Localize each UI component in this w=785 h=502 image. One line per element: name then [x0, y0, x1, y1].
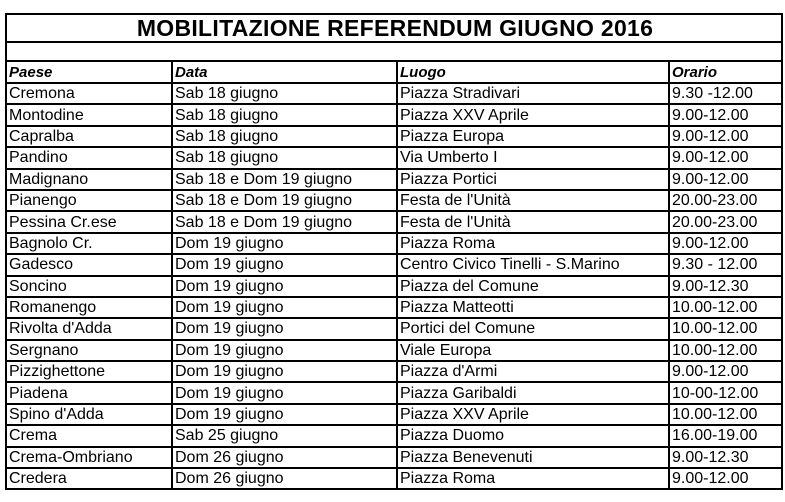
- table-row: [6, 233, 782, 254]
- cell-luogo: Piazza Roma: [397, 233, 669, 254]
- cell-paese: Pizzighettone: [6, 361, 172, 382]
- table-row: [6, 297, 782, 318]
- table-row: [6, 425, 782, 446]
- cell-luogo: Viale Europa: [397, 340, 669, 361]
- cell-orario: 10.00-12.00: [669, 404, 782, 425]
- cell-data: Dom 26 giugno: [172, 447, 397, 468]
- cell-luogo: Centro Civico Tinelli - S.Marino: [397, 254, 669, 275]
- cell-luogo: Piazza d'Armi: [397, 361, 669, 382]
- cell-luogo: Piazza Portici: [397, 169, 669, 190]
- cell-data: Dom 19 giugno: [172, 404, 397, 425]
- cell-data: Dom 19 giugno: [172, 254, 397, 275]
- header-orario: Orario: [669, 61, 782, 83]
- cell-paese: Madignano: [6, 169, 172, 190]
- cell-data: Dom 19 giugno: [172, 382, 397, 403]
- cell-data: Sab 18 giugno: [172, 83, 397, 104]
- table-row: [6, 147, 782, 168]
- cell-paese: Crema: [6, 425, 172, 446]
- cell-data: Dom 19 giugno: [172, 340, 397, 361]
- cell-paese: Pessina Cr.ese: [6, 211, 172, 232]
- empty-cell: [6, 42, 782, 61]
- cell-orario: 10.00-12.00: [669, 340, 782, 361]
- cell-orario: 10.00-12.00: [669, 318, 782, 339]
- cell-luogo: Piazza XXV Aprile: [397, 104, 669, 125]
- cell-data: Sab 18 e Dom 19 giugno: [172, 211, 397, 232]
- page-title: MOBILITAZIONE REFERENDUM GIUGNO 2016: [6, 14, 782, 42]
- table-row: [6, 404, 782, 425]
- table-row: [6, 447, 782, 468]
- table-row: [6, 468, 782, 489]
- cell-orario: 9.00-12.00: [669, 169, 782, 190]
- cell-data: Sab 18 giugno: [172, 147, 397, 168]
- table-row: [6, 126, 782, 147]
- empty-row: [6, 42, 782, 61]
- cell-paese: Pianengo: [6, 190, 172, 211]
- header-data: Data: [172, 61, 397, 83]
- header-paese: Paese: [6, 61, 172, 83]
- title-row: [6, 14, 782, 42]
- cell-orario: 9.00-12.30: [669, 276, 782, 297]
- cell-data: Dom 19 giugno: [172, 318, 397, 339]
- cell-orario: 10-00-12.00: [669, 382, 782, 403]
- cell-orario: 20.00-23.00: [669, 190, 782, 211]
- cell-luogo: Piazza Benevenuti: [397, 447, 669, 468]
- table-row: [6, 211, 782, 232]
- cell-orario: 9.00-12.00: [669, 104, 782, 125]
- cell-data: Dom 19 giugno: [172, 276, 397, 297]
- cell-paese: Gadesco: [6, 254, 172, 275]
- cell-orario: 16.00-19.00: [669, 425, 782, 446]
- cell-luogo: Piazza Matteotti: [397, 297, 669, 318]
- cell-orario: 9.30 - 12.00: [669, 254, 782, 275]
- cell-orario: 9.00-12.00: [669, 126, 782, 147]
- cell-luogo: Festa de l'Unità: [397, 211, 669, 232]
- cell-data: Sab 18 e Dom 19 giugno: [172, 169, 397, 190]
- table-row: [6, 318, 782, 339]
- cell-paese: Bagnolo Cr.: [6, 233, 172, 254]
- cell-orario: 9.00-12.00: [669, 233, 782, 254]
- cell-orario: 20.00-23.00: [669, 211, 782, 232]
- cell-luogo: Piazza Roma: [397, 468, 669, 489]
- cell-data: Dom 19 giugno: [172, 361, 397, 382]
- cell-paese: Piadena: [6, 382, 172, 403]
- cell-data: Sab 18 e Dom 19 giugno: [172, 190, 397, 211]
- cell-orario: 10.00-12.00: [669, 297, 782, 318]
- cell-data: Dom 26 giugno: [172, 468, 397, 489]
- table-row: [6, 340, 782, 361]
- table-row: [6, 169, 782, 190]
- cell-data: Sab 18 giugno: [172, 104, 397, 125]
- cell-luogo: Via Umberto I: [397, 147, 669, 168]
- cell-paese: Crema-Ombriano: [6, 447, 172, 468]
- cell-paese: Spino d'Adda: [6, 404, 172, 425]
- cell-paese: Rivolta d'Adda: [6, 318, 172, 339]
- header-luogo: Luogo: [397, 61, 669, 83]
- cell-luogo: Piazza Europa: [397, 126, 669, 147]
- cell-orario: 9.00-12.00: [669, 468, 782, 489]
- table-row: [6, 382, 782, 403]
- cell-orario: 9.00-12.30: [669, 447, 782, 468]
- cell-paese: Credera: [6, 468, 172, 489]
- cell-paese: Soncino: [6, 276, 172, 297]
- cell-paese: Montodine: [6, 104, 172, 125]
- cell-paese: Sergnano: [6, 340, 172, 361]
- cell-luogo: Piazza XXV Aprile: [397, 404, 669, 425]
- cell-orario: 9.00-12.00: [669, 361, 782, 382]
- cell-data: Dom 19 giugno: [172, 297, 397, 318]
- cell-paese: Capralba: [6, 126, 172, 147]
- cell-paese: Romanengo: [6, 297, 172, 318]
- table-row: [6, 190, 782, 211]
- cell-luogo: Piazza Duomo: [397, 425, 669, 446]
- cell-luogo: Festa de l'Unità: [397, 190, 669, 211]
- table-row: [6, 276, 782, 297]
- table-row: [6, 104, 782, 125]
- table-row: [6, 361, 782, 382]
- schedule-table: [5, 13, 783, 490]
- cell-data: Sab 18 giugno: [172, 126, 397, 147]
- header-row: [6, 61, 782, 83]
- cell-luogo: Portici del Comune: [397, 318, 669, 339]
- cell-luogo: Piazza del Comune: [397, 276, 669, 297]
- table-row: [6, 83, 782, 104]
- table-row: [6, 254, 782, 275]
- cell-luogo: Piazza Stradivari: [397, 83, 669, 104]
- cell-paese: Cremona: [6, 83, 172, 104]
- cell-luogo: Piazza Garibaldi: [397, 382, 669, 403]
- cell-data: Dom 19 giugno: [172, 233, 397, 254]
- cell-paese: Pandino: [6, 147, 172, 168]
- cell-orario: 9.30 -12.00: [669, 83, 782, 104]
- cell-data: Sab 25 giugno: [172, 425, 397, 446]
- cell-orario: 9.00-12.00: [669, 147, 782, 168]
